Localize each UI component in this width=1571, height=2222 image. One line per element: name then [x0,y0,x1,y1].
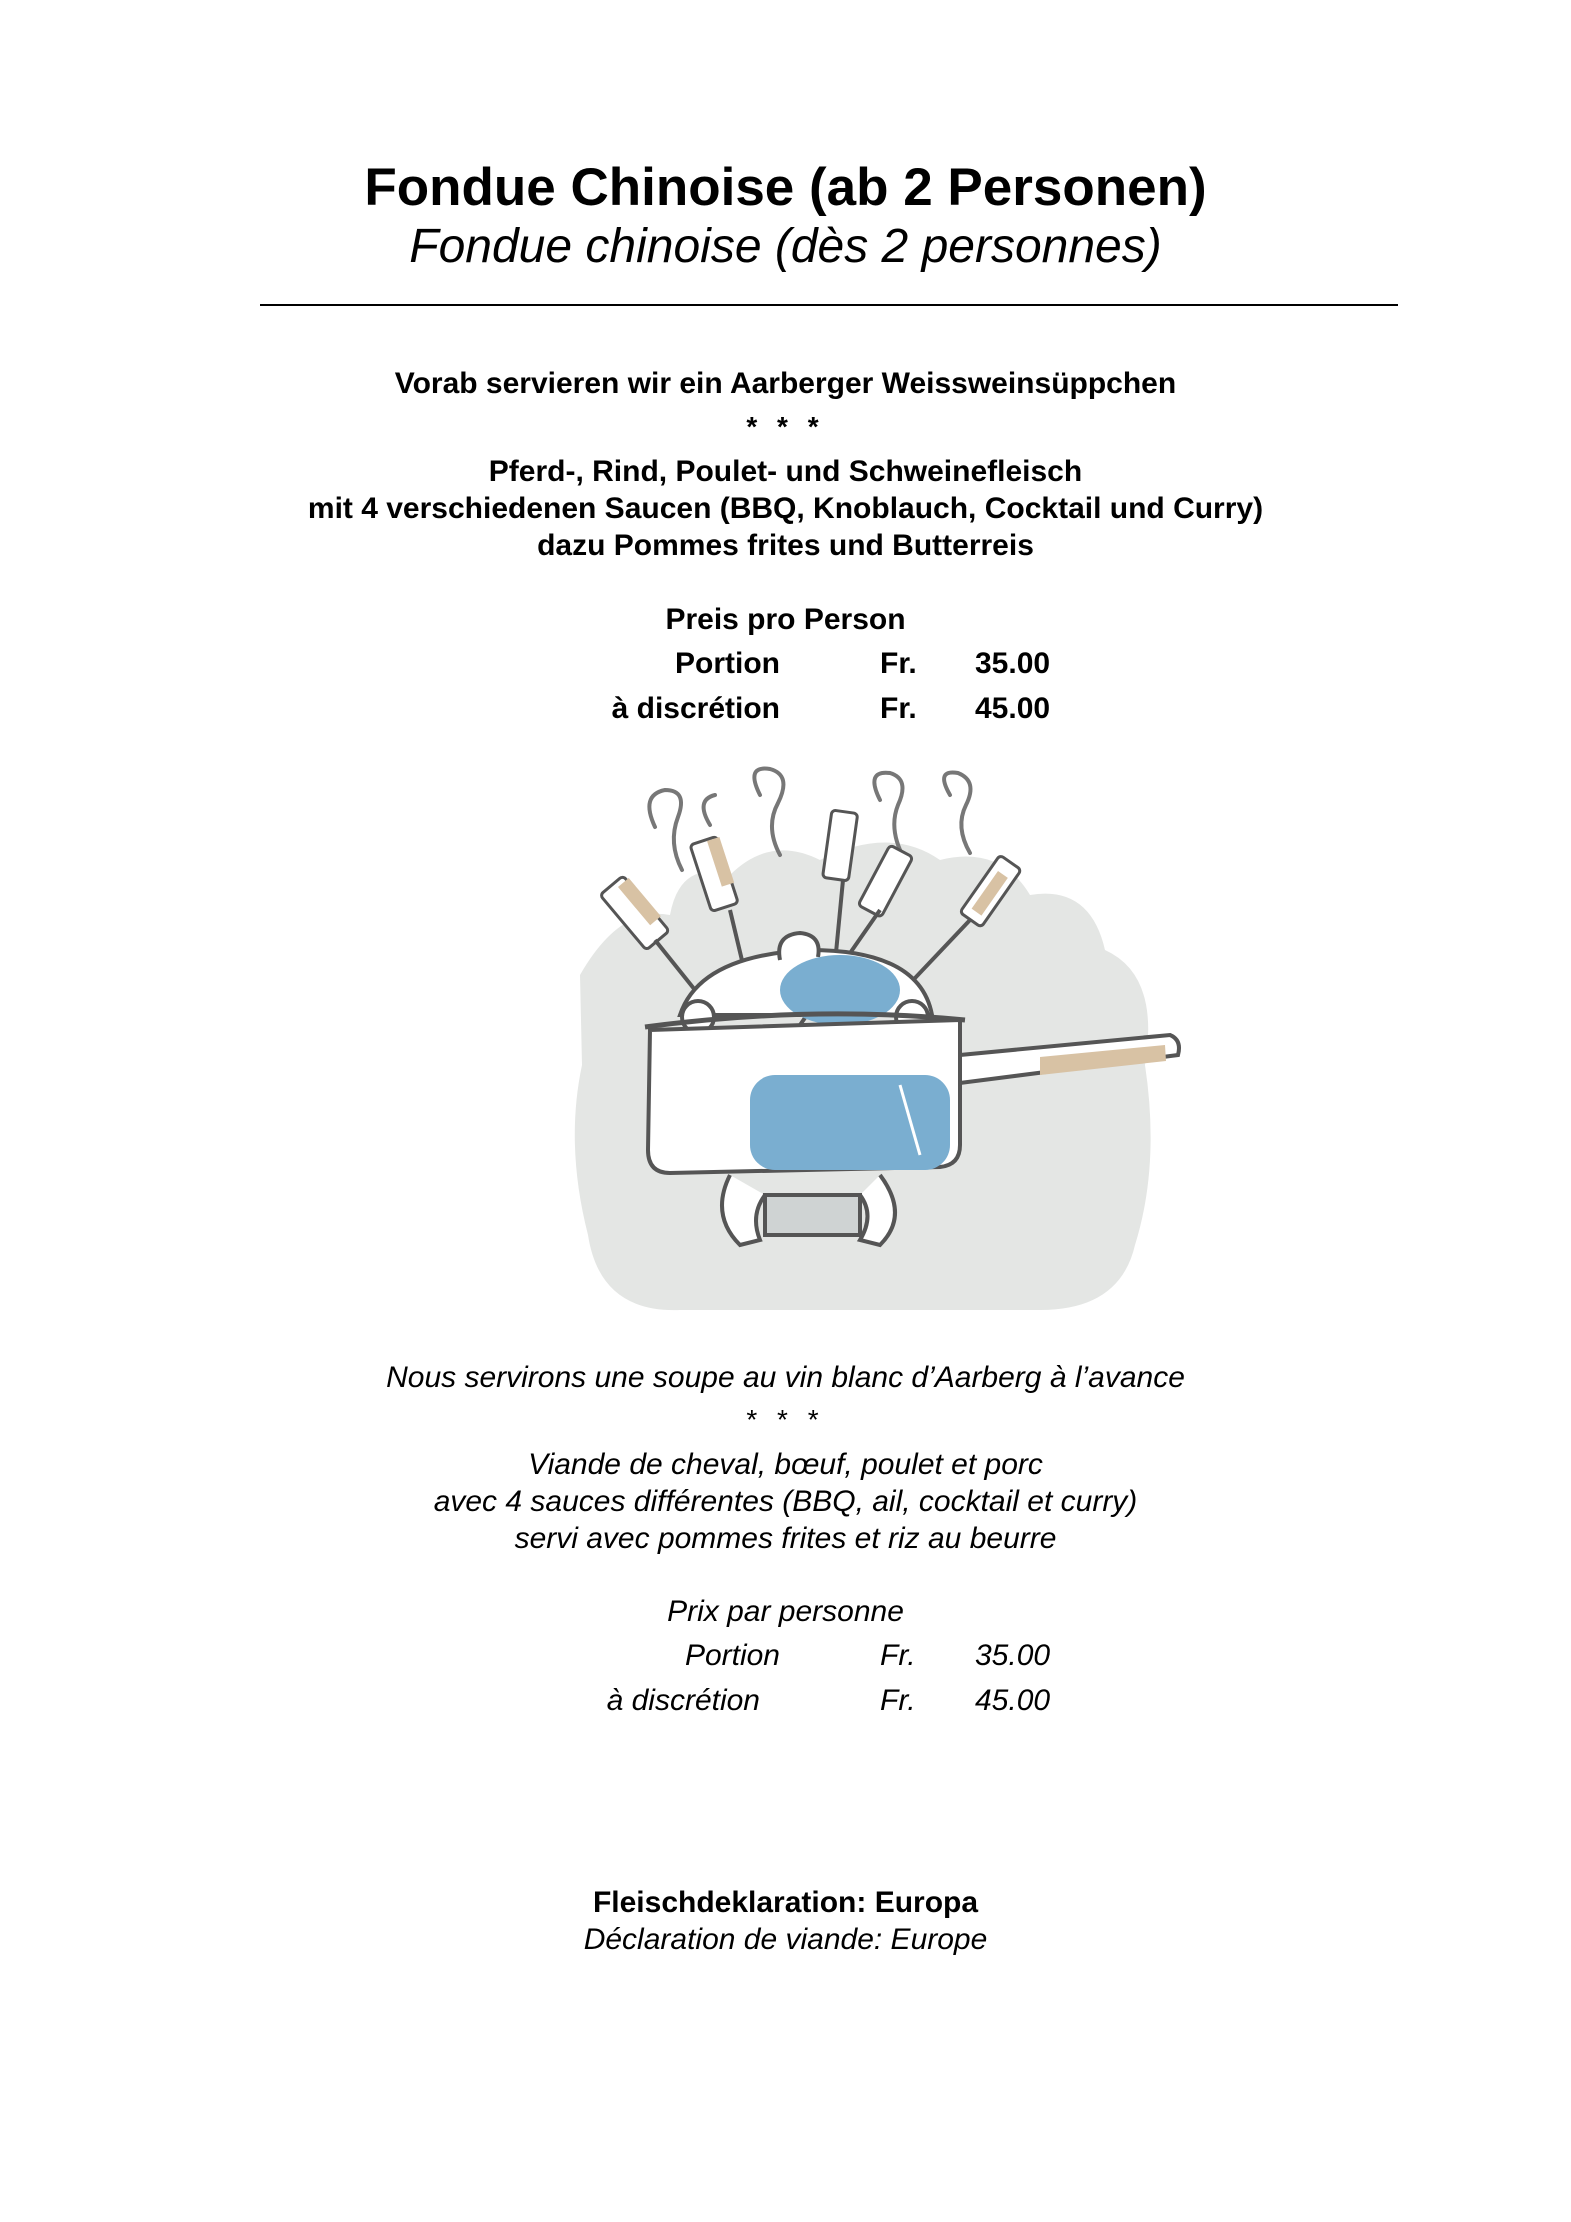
meat-declaration-fr: Déclaration de viande: Europe [583,1923,988,1956]
price-label: Portion [684,1639,780,1672]
french-menu-line: avec 4 sauces différentes (BBQ, ail, cocktail et curry) [433,1485,1138,1518]
fondue-pot-illustration [560,765,1200,1325]
price-currency: Fr. [880,647,917,680]
french-separator: * * * [746,1404,825,1435]
title-divider [260,304,1398,306]
german-price-heading: Preis pro Person [665,603,906,636]
price-currency: Fr. [880,1684,916,1717]
french-intro: Nous servirons une soupe au vin blanc d’Aarberg à l’avance [386,1361,1185,1394]
price-amount: 35.00 [975,647,1051,680]
price-amount: 45.00 [975,1684,1051,1717]
price-label: à discrétion [611,692,780,725]
price-amount: 35.00 [975,1639,1051,1672]
page-title: Fondue Chinoise (ab 2 Personen) [364,158,1207,217]
german-menu-line: dazu Pommes frites und Butterreis [537,529,1034,562]
german-separator: * * * [746,411,825,442]
german-menu-line: Pferd-, Rind, Poulet- und Schweinefleisch [488,455,1083,488]
french-menu-line: servi avec pommes frites et riz au beurre [514,1522,1057,1555]
french-price-heading: Prix par personne [667,1595,904,1628]
price-label: à discrétion [606,1684,760,1717]
price-currency: Fr. [880,1639,916,1672]
german-menu-line: mit 4 verschiedenen Saucen (BBQ, Knoblauch, Cocktail und Curry) [307,492,1264,525]
french-menu-line: Viande de cheval, bœuf, poulet et porc [528,1448,1043,1481]
price-currency: Fr. [880,692,917,725]
page-subtitle: Fondue chinoise (dès 2 personnes) [409,220,1162,273]
price-label: Portion [675,647,780,680]
price-amount: 45.00 [975,692,1051,725]
meat-declaration-de: Fleischdeklaration: Europa [592,1886,979,1919]
german-intro: Vorab servieren wir ein Aarberger Weissweinsüppchen [394,367,1177,400]
